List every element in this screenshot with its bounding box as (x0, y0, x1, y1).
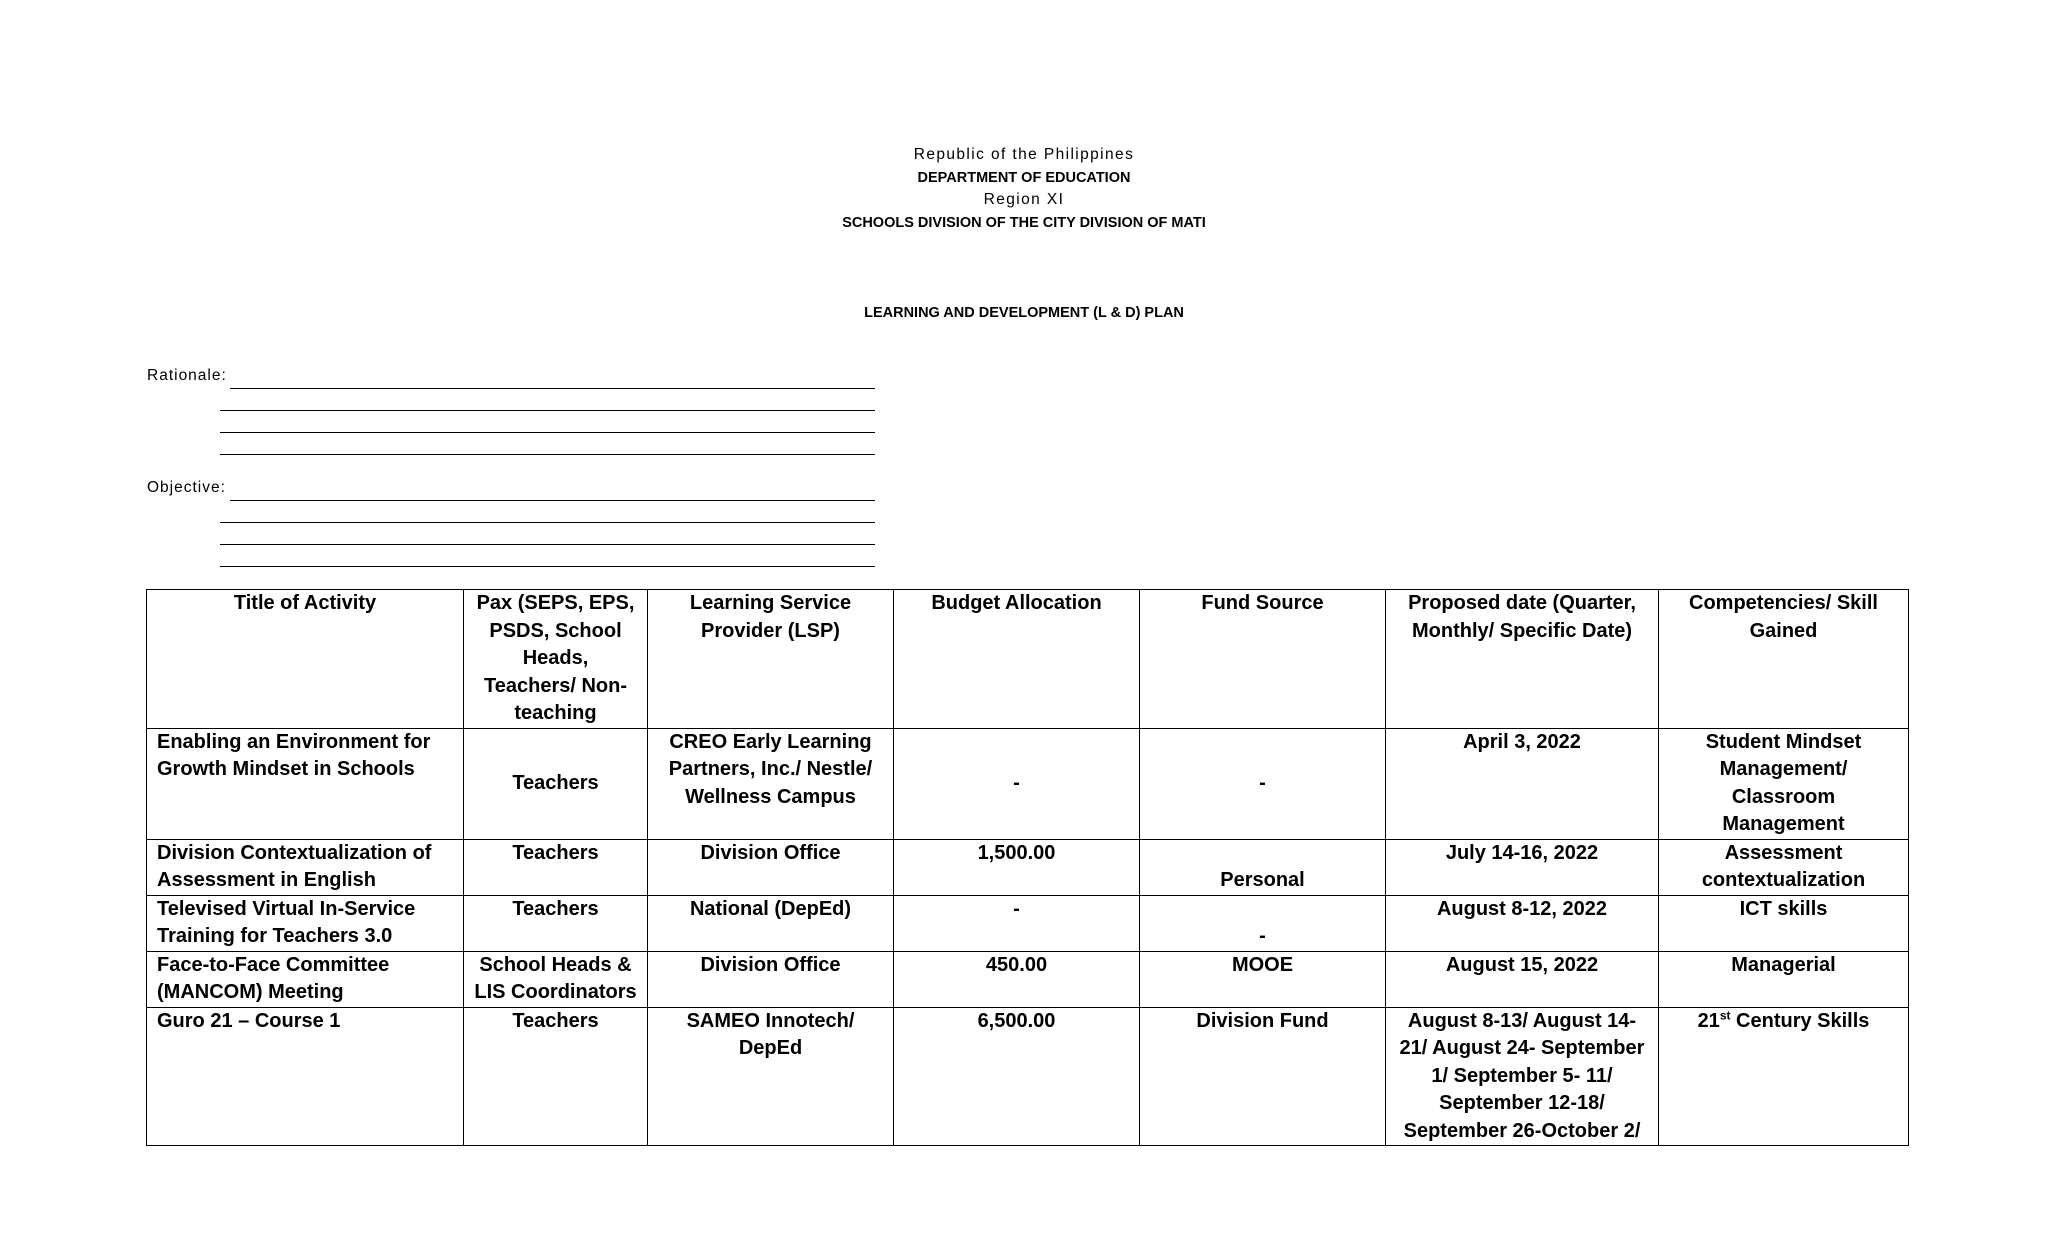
pax: School Heads & LIS Coordinators (464, 951, 648, 1007)
header-pax: Pax (SEPS, EPS, PSDS, School Heads, Teachers/ Non-teaching (464, 590, 648, 729)
pax: Teachers (464, 839, 648, 895)
budget: - (894, 895, 1140, 951)
proposed-date: August 15, 2022 (1386, 951, 1659, 1007)
table-row (147, 839, 1909, 895)
pax: Teachers (464, 1007, 648, 1146)
lsp: SAMEO Innotech/ DepEd (648, 1007, 894, 1146)
proposed-date: April 3, 2022 (1386, 728, 1659, 839)
table-row (147, 895, 1909, 951)
objective-line-3[interactable] (220, 544, 875, 545)
objective-line-2[interactable] (220, 522, 875, 523)
fund-source: - (1140, 895, 1386, 951)
competency-ordinal-suffix: st (1719, 1007, 1731, 1022)
lsp: National (DepEd) (648, 895, 894, 951)
activity-title: Face-to-Face Committee (MANCOM) Meeting (147, 951, 464, 1007)
fund-source: MOOE (1140, 951, 1386, 1007)
proposed-date: August 8-12, 2022 (1386, 895, 1659, 951)
fund-source: Division Fund (1140, 1007, 1386, 1146)
table-row (147, 951, 1909, 1007)
republic-line: Republic of the Philippines (913, 146, 1135, 163)
fund-source: - (1140, 728, 1386, 839)
competency-ordinal: 21 (1697, 1009, 1720, 1032)
objective-label: Objective: (147, 479, 226, 496)
activity-title: Televised Virtual In-Service Training for Teachers 3.0 (147, 895, 464, 951)
rationale-line-2[interactable] (220, 410, 875, 411)
ld-plan-table (146, 589, 1909, 1146)
activity-title: Enabling an Environment for Growth Mindset in Schools (147, 728, 464, 839)
proposed-date: July 14-16, 2022 (1386, 839, 1659, 895)
objective-line-4[interactable] (220, 566, 875, 567)
table-header-row (147, 590, 1909, 729)
fund-source: Personal (1140, 839, 1386, 895)
competency-text: Century Skills (1730, 1009, 1870, 1032)
header-fund-source: Fund Source (1140, 590, 1386, 729)
budget: 6,500.00 (894, 1007, 1140, 1146)
pax: Teachers (464, 895, 648, 951)
budget: 450.00 (894, 951, 1140, 1007)
budget: - (894, 728, 1140, 839)
competency: Managerial (1659, 951, 1909, 1007)
plan-title: LEARNING AND DEVELOPMENT (L & D) PLAN (864, 305, 1184, 321)
lsp: Division Office (648, 951, 894, 1007)
competency: ICT skills (1659, 895, 1909, 951)
department-line: DEPARTMENT OF EDUCATION (917, 169, 1131, 186)
lsp: Division Office (648, 839, 894, 895)
header-lsp: Learning Service Provider (LSP) (648, 590, 894, 729)
budget: 1,500.00 (894, 839, 1140, 895)
header-competencies: Competencies/ Skill Gained (1659, 590, 1909, 729)
objective-line-1[interactable] (230, 500, 875, 501)
table-row (147, 728, 1909, 839)
rationale-line-4[interactable] (220, 454, 875, 455)
header-title-of-activity: Title of Activity (147, 590, 464, 729)
rationale-line-3[interactable] (220, 432, 875, 433)
proposed-date: August 8-13/ August 14-21/ August 24- September 1/ September 5- 11/ September 12-18/ September 26-October 2/ (1386, 1007, 1659, 1146)
region-line: Region XI (983, 191, 1065, 208)
table-row (147, 1007, 1909, 1146)
division-line: SCHOOLS DIVISION OF THE CITY DIVISION OF MATI (842, 214, 1206, 231)
competency: Assessment contextualization (1659, 839, 1909, 895)
competency (1659, 1007, 1909, 1146)
rationale-line-1[interactable] (230, 388, 875, 389)
activity-title: Guro 21 – Course 1 (147, 1007, 464, 1146)
header-budget: Budget Allocation (894, 590, 1140, 729)
rationale-label: Rationale: (147, 367, 227, 384)
lsp: CREO Early Learning Partners, Inc./ Nestle/ Wellness Campus (648, 728, 894, 839)
pax: Teachers (464, 728, 648, 839)
activity-title: Division Contextualization of Assessment in English (147, 839, 464, 895)
header-proposed-date: Proposed date (Quarter, Monthly/ Specific Date) (1386, 590, 1659, 729)
document-header (0, 144, 2048, 234)
competency: Student Mindset Management/ Classroom Management (1659, 728, 1909, 839)
